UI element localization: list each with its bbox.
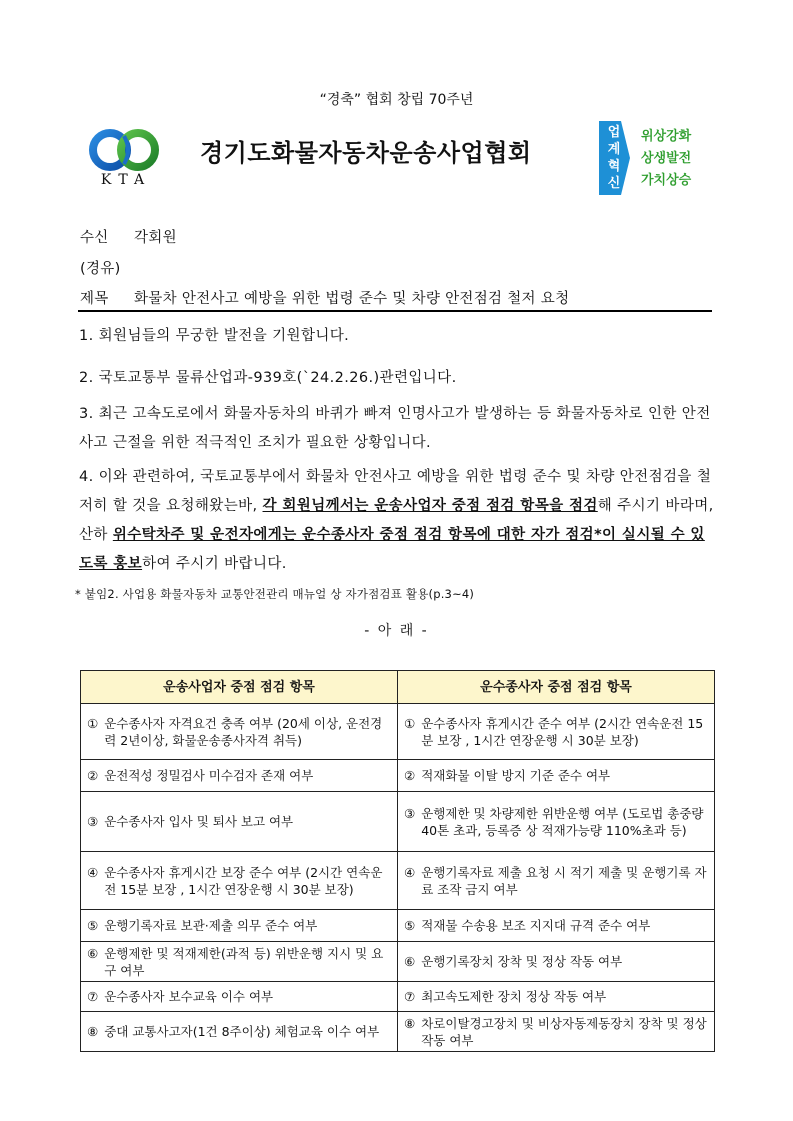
driver-item: ⑦ 최고속도제한 장치 정상 작동 여부 bbox=[398, 982, 715, 1012]
subject-value: 화물차 안전사고 예방을 위한 법령 준수 및 차량 안전점검 철저 요청 bbox=[134, 291, 570, 307]
subject-divider bbox=[78, 310, 712, 312]
below-heading: - 아 래 - bbox=[364, 623, 429, 639]
column-header-operator: 운송사업자 중점 점검 항목 bbox=[81, 671, 398, 704]
recipient-line bbox=[80, 226, 177, 247]
table-row bbox=[81, 704, 715, 760]
slogan: 상생발전 bbox=[641, 151, 692, 166]
driver-item: ① 운수종사자 휴게시간 준수 여부 (2시간 연속운전 15분 보장 , 1시간 연장운행 시 30분 보장) bbox=[398, 704, 715, 760]
operator-item: ⑧ 중대 교통사고자(1건 8주이상) 체험교육 이수 여부 bbox=[81, 1012, 398, 1052]
p4-emphasis-drivers: 위수탁차주 및 운전자에게는 운수종사자 중점 점검 항목에 대한 자가 점검*이 실시될 수 있도록 홍보 bbox=[79, 527, 705, 572]
paragraph-1: 1. 회원님들의 무궁한 발전을 기원합니다. bbox=[79, 328, 350, 344]
badge-char: 업 bbox=[607, 125, 621, 140]
table-row bbox=[81, 792, 715, 852]
paragraph-3: 3. 최근 고속도로에서 화물자동차의 바퀴가 빠져 인명사고가 발생하는 등 화물자동차로 인한 안전사고 근절을 위한 적극적인 조치가 필요한 상황입니다. bbox=[79, 406, 711, 451]
table-row bbox=[81, 942, 715, 982]
operator-item: ② 운전적성 정밀검사 미수검자 존재 여부 bbox=[81, 760, 398, 792]
paragraph-4 bbox=[79, 463, 717, 579]
driver-item: ⑥ 운행기록장치 장착 및 정상 작동 여부 bbox=[398, 942, 715, 982]
operator-item: ④ 운수종사자 휴게시간 보장 준수 여부 (2시간 연속운전 15분 보장 , 1시간 연장운행 시 30분 보장) bbox=[81, 852, 398, 910]
recipient-value: 각회원 bbox=[134, 230, 177, 246]
table-row bbox=[81, 982, 715, 1012]
logo-text: KTA bbox=[100, 172, 152, 188]
driver-item: ② 적재화물 이탈 방지 기준 준수 여부 bbox=[398, 760, 715, 792]
slogan: 가치상승 bbox=[641, 173, 692, 188]
subject-line bbox=[80, 287, 569, 308]
table-row bbox=[81, 760, 715, 792]
driver-item: ④ 운행기록자료 제출 요청 시 적기 제출 및 운행기록 자료 조작 금지 여부 bbox=[398, 852, 715, 910]
operator-item: ① 운수종사자 자격요건 충족 여부 (20세 이상, 운전경력 2년이상, 화물운송종사자격 취득) bbox=[81, 704, 398, 760]
p4-text-c: 해 주시기 바라며, 산하 bbox=[79, 498, 714, 543]
badge-text bbox=[603, 124, 625, 192]
organization-name: 경기도화물자동차운송사업협회 bbox=[200, 139, 532, 167]
badge-char: 신 bbox=[607, 176, 621, 191]
column-header-driver: 운수종사자 중점 점검 항목 bbox=[398, 671, 715, 704]
slogans bbox=[641, 126, 691, 192]
paragraph-2: 2. 국토교통부 물류산업과-939호(`24.2.26.)관련입니다. bbox=[79, 370, 457, 386]
operator-item: ③ 운수종사자 입사 및 퇴사 보고 여부 bbox=[81, 792, 398, 852]
subject-label: 제목 bbox=[80, 291, 109, 307]
operator-item: ⑥ 운행제한 및 적재제한(과적 등) 위반운행 지시 및 요구 여부 bbox=[81, 942, 398, 982]
driver-item: ③ 운행제한 및 차량제한 위반운행 여부 (도로법 총중량40톤 초과, 등록증 상 적재가능량 110%초과 등) bbox=[398, 792, 715, 852]
checklist-table bbox=[80, 670, 715, 1052]
driver-item: ⑤ 적재물 수송용 보조 지지대 규격 준수 여부 bbox=[398, 910, 715, 942]
operator-item: ⑤ 운행기록자료 보관·제출 의무 준수 여부 bbox=[81, 910, 398, 942]
table-row bbox=[81, 910, 715, 942]
table-row bbox=[81, 1012, 715, 1052]
badge-char: 계 bbox=[607, 142, 621, 157]
driver-item: ⑧ 차로이탈경고장치 및 비상자동제동장치 장착 및 정상 작동 여부 bbox=[398, 1012, 715, 1052]
celebration-line: “경축” 협회 창립 70주년 bbox=[319, 92, 474, 108]
p4-text-a: 4. 이와 관련하여, 국토교통부에서 화물차 안전사고 예방을 위한 법령 준수 및 차량 안전점검을 철저히 할 것을 요청해왔는바, bbox=[79, 469, 712, 514]
p4-emphasis-operators: 각 회원님께서는 운송사업자 중점 점검 항목을 점검 bbox=[262, 498, 598, 514]
via-line: (경유) bbox=[80, 261, 121, 277]
footnote: * 붙임2. 사업용 화물자동차 교통안전관리 매뉴얼 상 자가점검표 활용(p.3~4) bbox=[75, 587, 475, 601]
table-row bbox=[81, 852, 715, 910]
operator-item: ⑦ 운수종사자 보수교육 이수 여부 bbox=[81, 982, 398, 1012]
slogan: 위상강화 bbox=[641, 129, 692, 144]
recipient-label: 수신 bbox=[80, 230, 109, 246]
p4-text-e: 하여 주시기 바랍니다. bbox=[142, 556, 287, 572]
badge-char: 혁 bbox=[607, 159, 621, 174]
